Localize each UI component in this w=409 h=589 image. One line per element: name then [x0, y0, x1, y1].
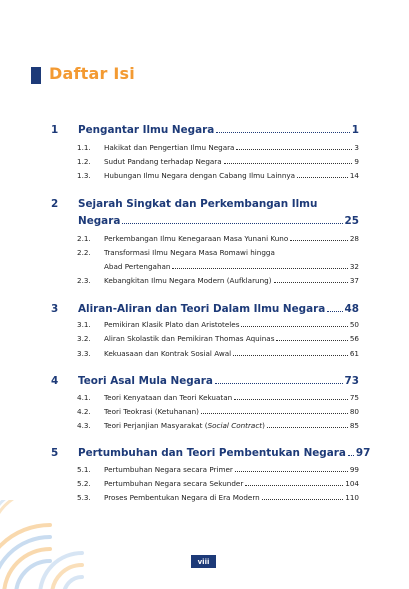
- dot-leader: [215, 383, 343, 384]
- title-accent-bar: [31, 67, 41, 84]
- section-number: 5.3.: [77, 493, 91, 502]
- section-number: 1.1.: [77, 143, 91, 152]
- chapter-title: Teori Asal Mula Negara: [78, 375, 213, 387]
- chapter-title: Sejarah Singkat dan Perkembangan Ilmu: [78, 198, 318, 210]
- section-title: Pertumbuhan Negara secara Primer: [104, 465, 233, 474]
- section-number: 1.3.: [77, 171, 91, 180]
- section-title: Perkembangan Ilmu Kenegaraan Masa Yunani Kuno: [104, 234, 289, 243]
- chapter-number: 4: [51, 375, 59, 387]
- chapter-page: 73: [344, 375, 359, 387]
- page-number-badge: viii: [191, 555, 216, 568]
- section-title: Kekuasaan dan Kontrak Sosial Awal: [104, 349, 232, 358]
- chapter-title: Pengantar Ilmu Negara: [78, 124, 215, 136]
- section-page: 110: [345, 493, 359, 502]
- section-title: Pertumbuhan Negara secara Sekunder: [104, 479, 244, 488]
- section-number: 2.2.: [77, 248, 91, 257]
- section-page: 80: [349, 407, 359, 416]
- section-page: 99: [349, 465, 359, 474]
- section-page: 3: [354, 143, 359, 152]
- dot-leader: [267, 427, 348, 428]
- section-page: 56: [349, 334, 359, 343]
- chapter-number: 1: [51, 124, 59, 136]
- dot-leader: [234, 399, 348, 400]
- section-title: Sudut Pandang terhadap Negara: [104, 157, 222, 166]
- section-page: 85: [349, 421, 359, 430]
- section-page: 50: [349, 320, 359, 329]
- dot-leader: [172, 268, 347, 269]
- section-number: 4.1.: [77, 393, 91, 402]
- chapter-page: 48: [344, 303, 359, 315]
- dot-leader: [216, 132, 350, 133]
- dot-leader: [245, 485, 343, 486]
- chapter-number: 5: [51, 447, 59, 459]
- chapter-number: 2: [51, 198, 59, 210]
- chapter-title-cont: Negara: [78, 215, 121, 227]
- section-page: 28: [349, 234, 359, 243]
- dot-leader: [262, 499, 344, 500]
- chapter-page: 1: [351, 124, 359, 136]
- section-page: 32: [349, 262, 359, 271]
- section-number: 4.3.: [77, 421, 91, 430]
- section-title: Teori Perjanjian Masyarakat (Social Contract): [104, 421, 265, 430]
- section-number: 1.2.: [77, 157, 91, 166]
- dot-leader: [297, 177, 348, 178]
- section-page: 104: [345, 479, 359, 488]
- section-page: 75: [349, 393, 359, 402]
- dot-leader: [235, 471, 348, 472]
- dot-leader: [290, 240, 348, 241]
- dot-leader: [122, 223, 342, 224]
- section-title: Pemikiran Klasik Plato dan Aristoteles: [104, 320, 240, 329]
- chapter-page: 25: [344, 215, 359, 227]
- section-title-cont: Abad Pertengahan: [104, 262, 171, 271]
- section-title: Kebangkitan Ilmu Negara Modern (Aufklarung): [104, 276, 272, 285]
- dot-leader: [276, 340, 347, 341]
- dot-leader: [327, 311, 342, 312]
- section-title: Aliran Skolastik dan Pemikiran Thomas Aquinas: [104, 334, 275, 343]
- section-title: Hakikat dan Pengertian Ilmu Negara: [104, 143, 235, 152]
- section-title: Hubungan Ilmu Negara dengan Cabang Ilmu Lainnya: [104, 171, 296, 180]
- decorative-arcs: [0, 500, 130, 589]
- section-number: 4.2.: [77, 407, 91, 416]
- dot-leader: [236, 149, 352, 150]
- section-number: 5.2.: [77, 479, 91, 488]
- chapter-title: Pertumbuhan dan Teori Pembentukan Negara: [78, 447, 346, 459]
- section-page: 14: [349, 171, 359, 180]
- section-number: 3.1.: [77, 320, 91, 329]
- page-title: Daftar Isi: [49, 64, 135, 83]
- section-title: Teori Teokrasi (Ketuhanan): [104, 407, 199, 416]
- dot-leader: [224, 163, 353, 164]
- chapter-number: 3: [51, 303, 59, 315]
- section-page: 61: [349, 349, 359, 358]
- section-page: 37: [349, 276, 359, 285]
- dot-leader: [274, 282, 348, 283]
- dot-leader: [201, 413, 348, 414]
- section-page: 9: [354, 157, 359, 166]
- section-number: 3.3.: [77, 349, 91, 358]
- section-title: Teori Kenyataan dan Teori Kekuatan: [104, 393, 233, 402]
- section-number: 2.3.: [77, 276, 91, 285]
- chapter-page: 97: [355, 447, 371, 459]
- section-number: 5.1.: [77, 465, 91, 474]
- dot-leader: [233, 355, 348, 356]
- section-number: 2.1.: [77, 234, 91, 243]
- chapter-title: Aliran-Aliran dan Teori Dalam Ilmu Negara: [78, 303, 326, 315]
- section-title: Transformasi Ilmu Negara Masa Romawi hingga: [104, 248, 275, 257]
- dot-leader: [241, 326, 347, 327]
- section-title: Proses Pembentukan Negara di Era Modern: [104, 493, 260, 502]
- section-number: 3.2.: [77, 334, 91, 343]
- dot-leader: [348, 455, 354, 456]
